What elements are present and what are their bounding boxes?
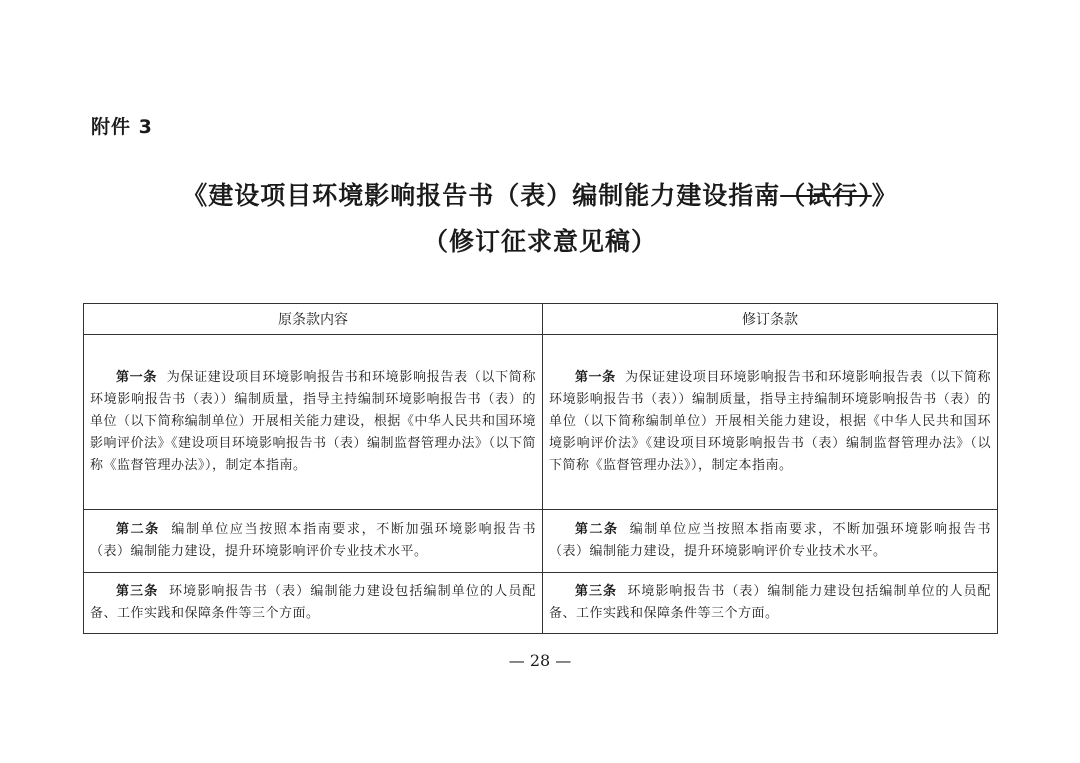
comparison-table	[83, 303, 998, 634]
clause-text: 为保证建设项目环境影响报告书和环境影响报告表（以下简称环境影响报告书（表））编制质量，指导主持编制环境影响报告书（表）的单位（以下简称编制单位）开展相关能力建设，根据《中华人民共和国环境影响评价法》《建设项目环境影响报告书（表）编制监督管理办法》（以下简称《监督管理办法》），制定本指南。	[90, 370, 537, 473]
original-cell	[84, 510, 543, 573]
document-title-close: 》	[871, 181, 898, 210]
original-cell	[84, 335, 543, 510]
clause-number: 第二条	[116, 522, 160, 537]
clause-number: 第一条	[116, 370, 158, 385]
revised-cell	[543, 510, 998, 573]
page-number: — 28 —	[508, 651, 572, 670]
attachment-label: 附件 3	[91, 116, 153, 138]
clause-text: 为保证建设项目环境影响报告书和环境影响报告表（以下简称环境影响报告书（表））编制质量，指导主持编制环境影响报告书（表）的单位（以下简称编制单位）开展相关能力建设，根据《中华人民共和国环境影响评价法》《建设项目环境影响报告书（表）编制监督管理办法》（以下简称《监督管理办法》），制定本指南。	[549, 370, 991, 473]
document-title-struck: （试行）	[780, 181, 872, 210]
revised-cell	[543, 573, 998, 634]
table-row	[84, 573, 998, 634]
clause-text: 环境影响报告书（表）编制能力建设包括编制单位的人员配备、工作实践和保障条件等三个方面。	[90, 584, 536, 621]
clause-number: 第三条	[575, 584, 618, 599]
header-revised: 修订条款	[543, 304, 998, 335]
document-title	[0, 176, 1080, 212]
clause-text: 编制单位应当按照本指南要求，不断加强环境影响报告书（表）编制能力建设，提升环境影响评价专业技术水平。	[549, 522, 991, 559]
table-row	[84, 510, 998, 573]
document-subtitle: （修订征求意见稿）	[422, 227, 657, 256]
original-cell	[84, 573, 543, 634]
clause-number: 第一条	[575, 370, 616, 385]
document-title-main: 《建设项目环境影响报告书（表）编制能力建设指南	[182, 181, 781, 210]
clause-number: 第三条	[116, 584, 159, 599]
clause-text: 编制单位应当按照本指南要求，不断加强环境影响报告书（表）编制能力建设，提升环境影响评价专业技术水平。	[90, 522, 536, 559]
clause-number: 第二条	[575, 522, 619, 537]
header-original: 原条款内容	[84, 304, 543, 335]
table-header-row	[84, 304, 998, 335]
table-row	[84, 335, 998, 510]
clause-text: 环境影响报告书（表）编制能力建设包括编制单位的人员配备、工作实践和保障条件等三个方面。	[549, 584, 991, 621]
revised-cell	[543, 335, 998, 510]
